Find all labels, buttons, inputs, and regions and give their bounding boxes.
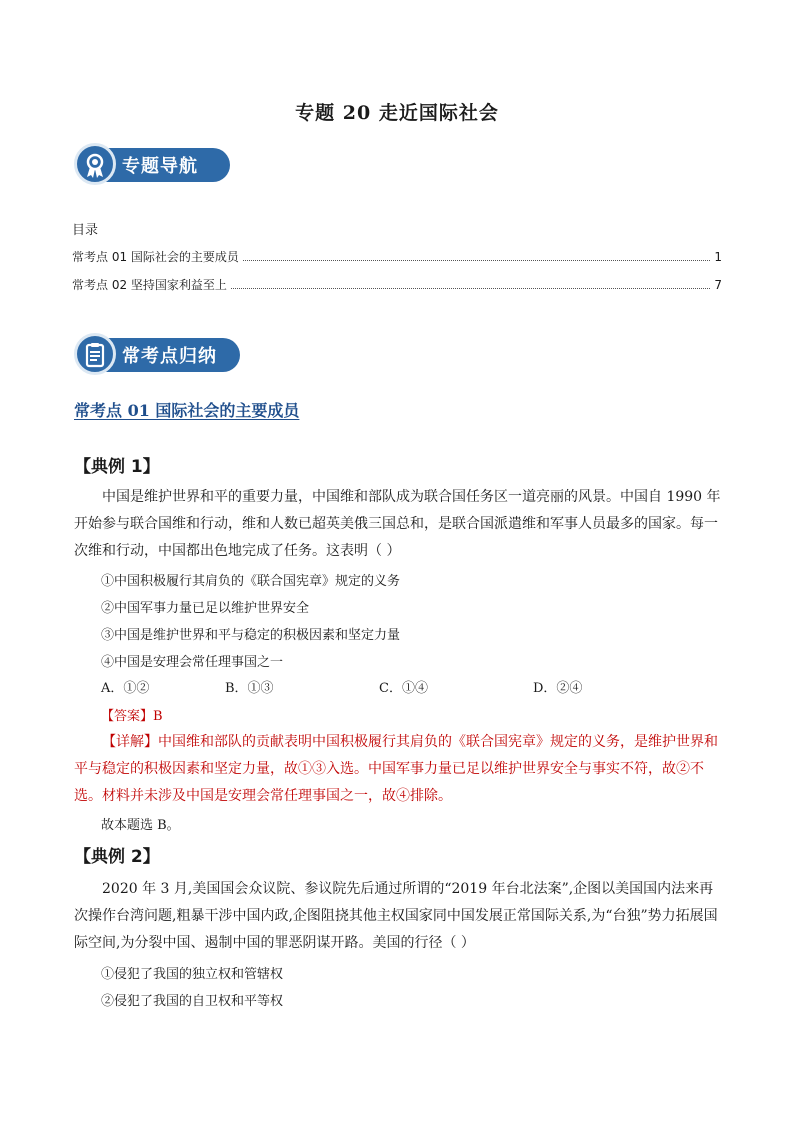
clipboard-checklist-icon	[80, 340, 110, 370]
banner-label: 常考点归纳	[122, 346, 217, 367]
topic-navigation-banner	[74, 144, 234, 186]
detail-label: 【详解】	[102, 734, 158, 750]
toc-item[interactable]	[72, 248, 722, 265]
banner-label: 专题导航	[122, 156, 198, 177]
example-2-stem: 2020 年 3 月,美国国会众议院、参议院先后通过所谓的“2019 年台北法案”,企图以美国国内法来再次操作台湾问题,粗暴干涉中国内政,企图阻挠其他主权国家同中国发展正常国际关系,为“台独”势力拓展国际空间,为分裂中国、遏制中国的罪恶阴谋开路。美国的行径（ ）	[74, 881, 718, 951]
section-title-link[interactable]: 常考点 01 国际社会的主要成员	[74, 401, 300, 420]
page-title: 专题 20 走近国际社会	[295, 102, 499, 124]
toc-leader-dots	[231, 288, 710, 289]
answer-value: B	[153, 709, 163, 724]
choice-d[interactable]: D．②④	[533, 681, 583, 696]
toc-item-page: 1	[714, 250, 722, 264]
key-points-banner	[74, 334, 244, 376]
answer-line	[101, 705, 163, 724]
example-2-heading: 【典例 2】	[74, 847, 160, 867]
example-1-option: ④中国是安理会常任理事国之一	[101, 655, 284, 670]
toc-item-page: 7	[714, 278, 722, 292]
toc-item-label: 常考点 02 坚持国家利益至上	[72, 278, 227, 292]
example-2-option: ②侵犯了我国的自卫权和平等权	[101, 994, 284, 1009]
toc-heading: 目录	[72, 223, 99, 238]
detail-text: 中国维和部队的贡献表明中国积极履行其肩负的《联合国宪章》规定的义务，是维护世界和平与稳定的积极因素和坚定力量，故①③入选。中国军事力量已足以维护世界安全与事实不符，故②不选。材料并未涉及中国是安理会常任理事国之一，故④排除。	[74, 734, 718, 804]
choice-b[interactable]: B．①③	[225, 681, 274, 696]
choice-a[interactable]: A．①②	[101, 681, 150, 696]
answer-detail	[74, 729, 724, 810]
choice-c[interactable]: C．①④	[379, 681, 428, 696]
toc-item[interactable]	[72, 276, 722, 293]
answer-label: 【答案】	[101, 709, 154, 724]
example-1-option: ②中国军事力量已足以维护世界安全	[101, 601, 310, 616]
example-2-option: ①侵犯了我国的独立权和管辖权	[101, 967, 284, 982]
award-ribbon-icon	[80, 150, 110, 180]
toc-item-label: 常考点 01 国际社会的主要成员	[72, 250, 239, 264]
example-1-option: ③中国是维护世界和平与稳定的积极因素和坚定力量	[101, 628, 401, 643]
toc-leader-dots	[243, 260, 710, 261]
example-1-conclusion: 故本题选 B。	[101, 818, 180, 833]
example-1-stem: 中国是维护世界和平的重要力量，中国维和部队成为联合国任务区一道亮丽的风景。中国自 1990 年开始参与联合国维和行动，维和人数已超英美俄三国总和，是联合国派遣维和军事人员最多的国家。每一次维和行动，中国都出色地完成了任务。这表明（ ）	[74, 489, 721, 559]
example-1-heading: 【典例 1】	[74, 457, 160, 477]
example-1-option: ①中国积极履行其肩负的《联合国宪章》规定的义务	[101, 574, 401, 589]
